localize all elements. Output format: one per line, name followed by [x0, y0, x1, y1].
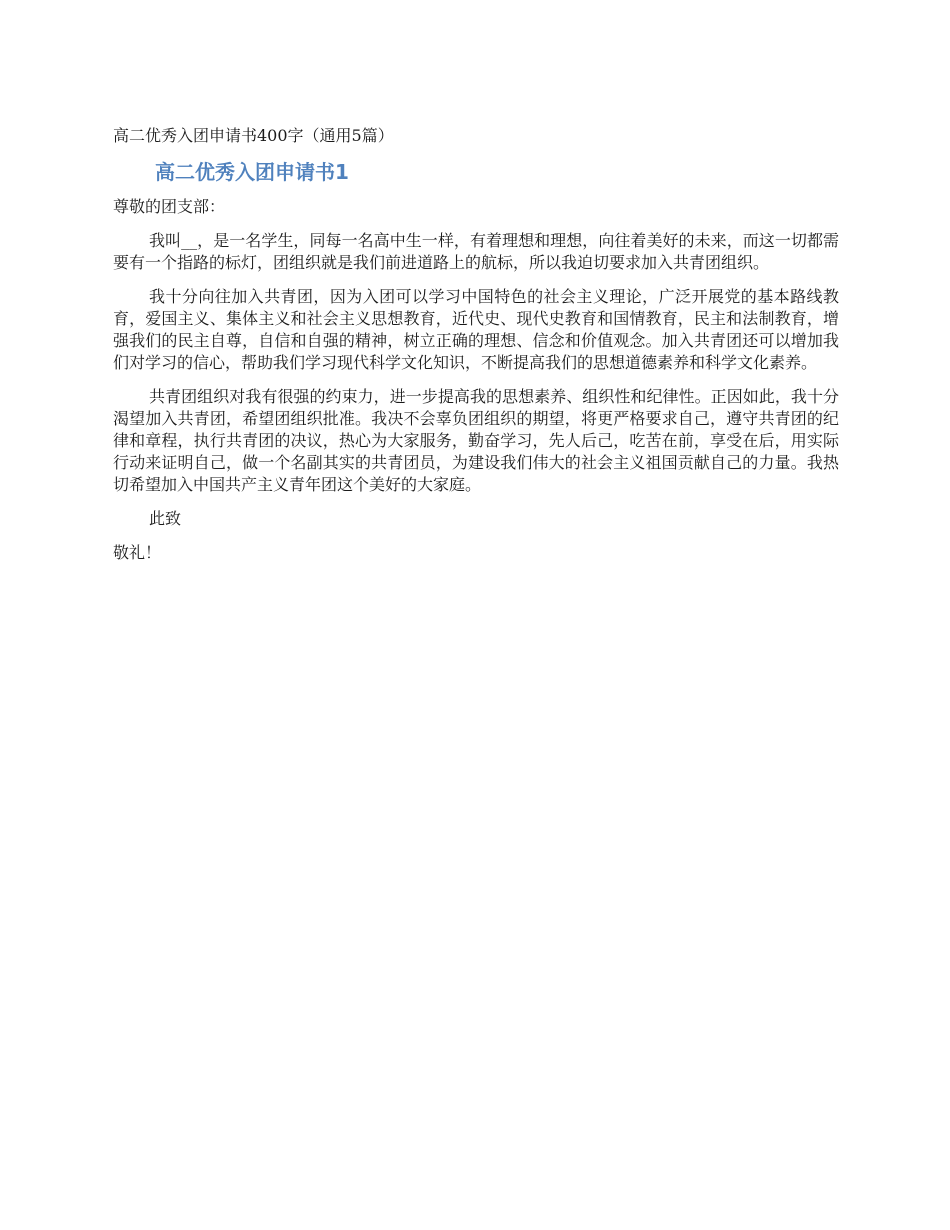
closing-line: 此致	[149, 509, 182, 528]
salutation: 尊敬的团支部：	[113, 197, 226, 216]
document-body	[113, 124, 839, 576]
document-title: 高二优秀入团申请书400字（通用5篇）	[113, 126, 394, 145]
section-heading: 高二优秀入团申请书1	[155, 160, 349, 184]
body-paragraph-2: 我十分向往加入共青团，因为入团可以学习中国特色的社会主义理论，广泛开展党的基本路线教育，爱国主义、集体主义和社会主义思想教育，近代史、现代史教育和国情教育，民主和法制教育，增强我们的民主自尊，自信和自强的精神，树立正确的理想、信念和价值观念。加入共青团还可以增加我们对学习的信心，帮助我们学习现代科学文化知识，不断提高我们的思想道德素养和科学文化素养。	[113, 287, 839, 372]
body-paragraph-1: 我叫__，是一名学生，同每一名高中生一样，有着理想和理想，向往着美好的未来，而这一切都需要有一个指路的标灯，团组织就是我们前进道路上的航标，所以我迫切要求加入共青团组织。	[113, 231, 839, 272]
closing-salute: 敬礼！	[113, 543, 162, 562]
body-paragraph-3: 共青团组织对我有很强的约束力，进一步提高我的思想素养、组织性和纪律性。正因如此，我十分渴望加入共青团，希望团组织批准。我决不会辜负团组织的期望，将更严格要求自己，遵守共青团的纪律和章程，执行共青团的决议，热心为大家服务，勤奋学习，先人后己，吃苦在前，享受在后，用实际行动来证明自己，做一个名副其实的共青团员，为建设我们伟大的社会主义祖国贡献自己的力量。我热切希望加入中国共产主义青年团这个美好的大家庭。	[113, 387, 839, 494]
